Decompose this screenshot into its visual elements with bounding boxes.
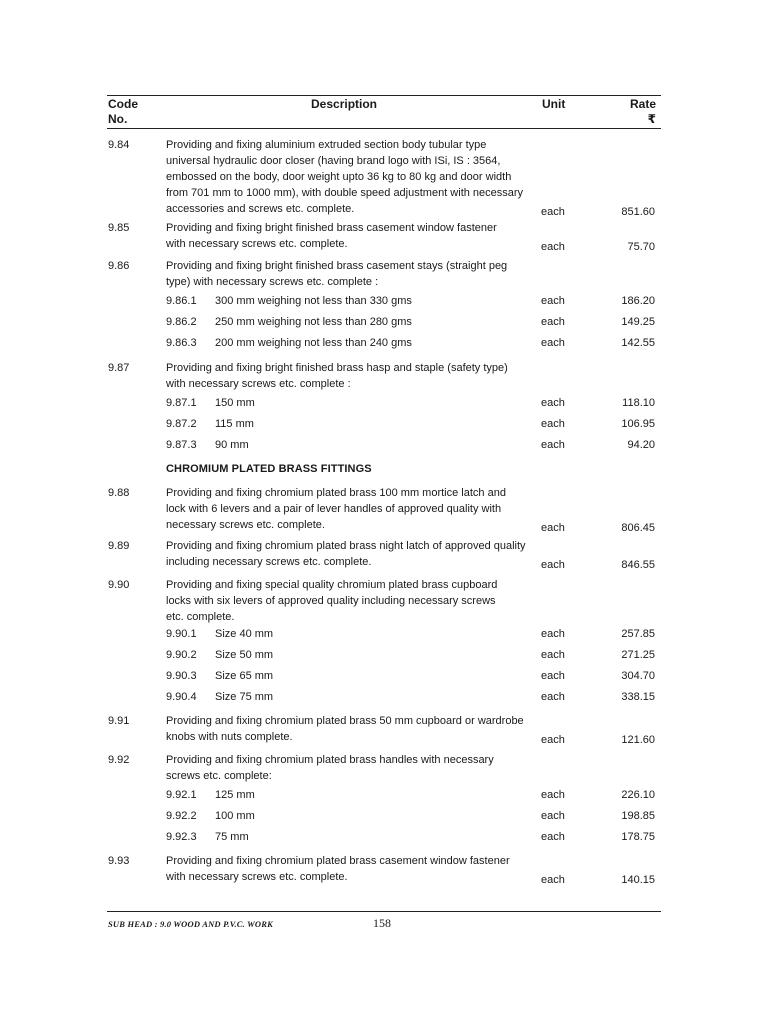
description-line: locks with six levers of approved quality including necessary screws bbox=[166, 595, 496, 607]
item-code: 9.90 bbox=[108, 579, 130, 591]
description-line: Providing and fixing chromium plated brass 50 mm cupboard or wardrobe bbox=[166, 715, 524, 727]
description-line: Providing and fixing chromium plated brass casement window fastener bbox=[166, 855, 510, 867]
description-line: accessories and screws etc. complete. bbox=[166, 203, 355, 215]
sub-item-code: 9.87.1 bbox=[166, 397, 197, 409]
sub-item-unit: each bbox=[541, 831, 565, 843]
item-description bbox=[166, 485, 526, 533]
header-code-label: Code bbox=[108, 97, 138, 111]
description-line: type) with necessary screws etc. complete : bbox=[166, 276, 379, 288]
description-line: from 701 mm to 1000 mm), with double speed adjustment with necessary bbox=[166, 187, 524, 199]
sub-item-code: 9.92.2 bbox=[166, 810, 197, 822]
sub-item-unit: each bbox=[541, 316, 565, 328]
sub-item-description: Size 40 mm bbox=[215, 628, 274, 640]
item-unit: each bbox=[541, 241, 565, 253]
item-code: 9.88 bbox=[108, 487, 130, 499]
sub-item-rate: 142.55 bbox=[621, 337, 655, 349]
description-line: with necessary screws etc. complete : bbox=[166, 378, 351, 390]
sub-item-unit: each bbox=[541, 670, 565, 682]
sub-item-rate: 226.10 bbox=[621, 789, 655, 801]
section-heading-text: CHROMIUM PLATED BRASS FITTINGS bbox=[166, 463, 372, 475]
item-unit: each bbox=[541, 206, 565, 218]
item-description bbox=[166, 258, 526, 290]
description-line: Providing and fixing special quality chromium plated brass cupboard bbox=[166, 579, 498, 591]
item-description bbox=[166, 360, 526, 392]
item-rate: 851.60 bbox=[621, 206, 655, 218]
sub-item-description: 125 mm bbox=[215, 789, 255, 801]
sub-item-description: 300 mm weighing not less than 330 gms bbox=[215, 295, 412, 307]
sub-item-rate: 198.85 bbox=[621, 810, 655, 822]
item-code: 9.89 bbox=[108, 540, 130, 552]
description-line: screws etc. complete: bbox=[166, 770, 272, 782]
description-line: Providing and fixing aluminium extruded section body tubular type bbox=[166, 139, 487, 151]
sub-item-rate: 106.95 bbox=[621, 418, 655, 430]
sub-item-description: Size 65 mm bbox=[215, 670, 274, 682]
sub-item-code: 9.92.1 bbox=[166, 789, 197, 801]
footer-subhead: SUB HEAD : 9.0 WOOD AND P.V.C. WORK bbox=[108, 919, 274, 929]
item-code: 9.86 bbox=[108, 260, 130, 272]
sub-item-code: 9.90.4 bbox=[166, 691, 197, 703]
sub-item-description: 115 mm bbox=[215, 418, 254, 430]
sub-item-description: 75 mm bbox=[215, 831, 249, 843]
item-description bbox=[166, 853, 526, 885]
item-rate: 121.60 bbox=[621, 734, 655, 746]
description-line: Providing and fixing bright finished brass casement window fastener bbox=[166, 222, 497, 234]
item-unit: each bbox=[541, 874, 565, 886]
sub-item-unit: each bbox=[541, 789, 565, 801]
item-unit: each bbox=[541, 522, 565, 534]
sub-item-unit: each bbox=[541, 397, 565, 409]
sub-item-description: 150 mm bbox=[215, 397, 255, 409]
sub-item-unit: each bbox=[541, 628, 565, 640]
item-code: 9.92 bbox=[108, 754, 130, 766]
sub-item-rate: 304.70 bbox=[621, 670, 655, 682]
sub-item-unit: each bbox=[541, 649, 565, 661]
item-description bbox=[166, 713, 526, 745]
item-code: 9.85 bbox=[108, 222, 130, 234]
header-description: Description bbox=[311, 97, 378, 111]
sub-item-description: 100 mm bbox=[215, 810, 255, 822]
sub-item-unit: each bbox=[541, 418, 565, 430]
item-unit: each bbox=[541, 734, 565, 746]
sub-item-unit: each bbox=[541, 810, 565, 822]
sub-item-unit: each bbox=[541, 439, 565, 451]
item-rate: 75.70 bbox=[627, 241, 655, 253]
sub-item-rate: 149.25 bbox=[621, 316, 655, 328]
sub-item-code: 9.90.2 bbox=[166, 649, 197, 661]
sub-item-description: Size 50 mm bbox=[215, 649, 274, 661]
footer-rule bbox=[107, 911, 661, 912]
sub-item-rate: 186.20 bbox=[621, 295, 655, 307]
item-rate: 806.45 bbox=[621, 522, 655, 534]
sub-item-unit: each bbox=[541, 337, 565, 349]
header-rate-label: Rate bbox=[629, 97, 656, 111]
description-line: Providing and fixing bright finished brass casement stays (straight peg bbox=[166, 260, 508, 272]
item-code: 9.87 bbox=[108, 362, 130, 374]
sub-item-code: 9.87.2 bbox=[166, 418, 197, 430]
sub-item-code: 9.90.3 bbox=[166, 670, 197, 682]
description-line: necessary screws etc. complete. bbox=[166, 519, 325, 531]
header-currency-symbol: ₹ bbox=[647, 112, 656, 126]
sub-item-description: 90 mm bbox=[215, 439, 249, 451]
description-line: knobs with nuts complete. bbox=[166, 731, 293, 743]
sub-item-description: 250 mm weighing not less than 280 gms bbox=[215, 316, 412, 328]
sub-item-description: 200 mm weighing not less than 240 gms bbox=[215, 337, 412, 349]
description-line: etc. complete. bbox=[166, 611, 235, 623]
item-rate: 846.55 bbox=[621, 559, 655, 571]
description-line: Providing and fixing bright finished brass hasp and staple (safety type) bbox=[166, 362, 508, 374]
sub-item-code: 9.86.3 bbox=[166, 337, 197, 349]
description-line: embossed on the body, door weight upto 36 kg to 80 kg and door width bbox=[166, 171, 512, 183]
item-description bbox=[166, 577, 526, 625]
sub-item-rate: 94.20 bbox=[627, 439, 655, 451]
sub-item-code: 9.86.1 bbox=[166, 295, 197, 307]
item-unit: each bbox=[541, 559, 565, 571]
sub-item-code: 9.87.3 bbox=[166, 439, 197, 451]
item-description bbox=[166, 137, 526, 217]
description-line: with necessary screws etc. complete. bbox=[166, 238, 348, 250]
sub-item-rate: 271.25 bbox=[621, 649, 655, 661]
description-line: Providing and fixing chromium plated brass 100 mm mortice latch and bbox=[166, 487, 506, 499]
description-line: including necessary screws etc. complete. bbox=[166, 556, 372, 568]
page-number: 158 bbox=[373, 916, 391, 930]
sub-item-code: 9.92.3 bbox=[166, 831, 197, 843]
item-code: 9.93 bbox=[108, 855, 130, 867]
description-line: Providing and fixing chromium plated brass night latch of approved quality bbox=[166, 540, 526, 552]
sub-item-rate: 118.10 bbox=[622, 397, 655, 409]
description-line: Providing and fixing chromium plated brass handles with necessary bbox=[166, 754, 494, 766]
item-description bbox=[166, 538, 526, 570]
header-no-label: No. bbox=[108, 112, 128, 126]
sub-item-code: 9.86.2 bbox=[166, 316, 197, 328]
item-rate: 140.15 bbox=[621, 874, 655, 886]
sub-item-rate: 257.85 bbox=[621, 628, 655, 640]
description-line: with necessary screws etc. complete. bbox=[166, 871, 348, 883]
item-code: 9.84 bbox=[108, 139, 130, 151]
description-line: universal hydraulic door closer (having brand logo with ISi, IS : 3564, bbox=[166, 155, 501, 167]
item-code: 9.91 bbox=[108, 715, 130, 727]
sub-item-description: Size 75 mm bbox=[215, 691, 274, 703]
description-line: lock with 6 levers and a pair of lever handles of approved quality with bbox=[166, 503, 502, 515]
sub-item-rate: 178.75 bbox=[621, 831, 655, 843]
sub-item-unit: each bbox=[541, 295, 565, 307]
header-unit: Unit bbox=[542, 97, 566, 111]
sub-item-rate: 338.15 bbox=[621, 691, 655, 703]
sub-item-unit: each bbox=[541, 691, 565, 703]
sub-item-code: 9.90.1 bbox=[166, 628, 197, 640]
item-description bbox=[166, 752, 526, 784]
item-description bbox=[166, 220, 526, 252]
